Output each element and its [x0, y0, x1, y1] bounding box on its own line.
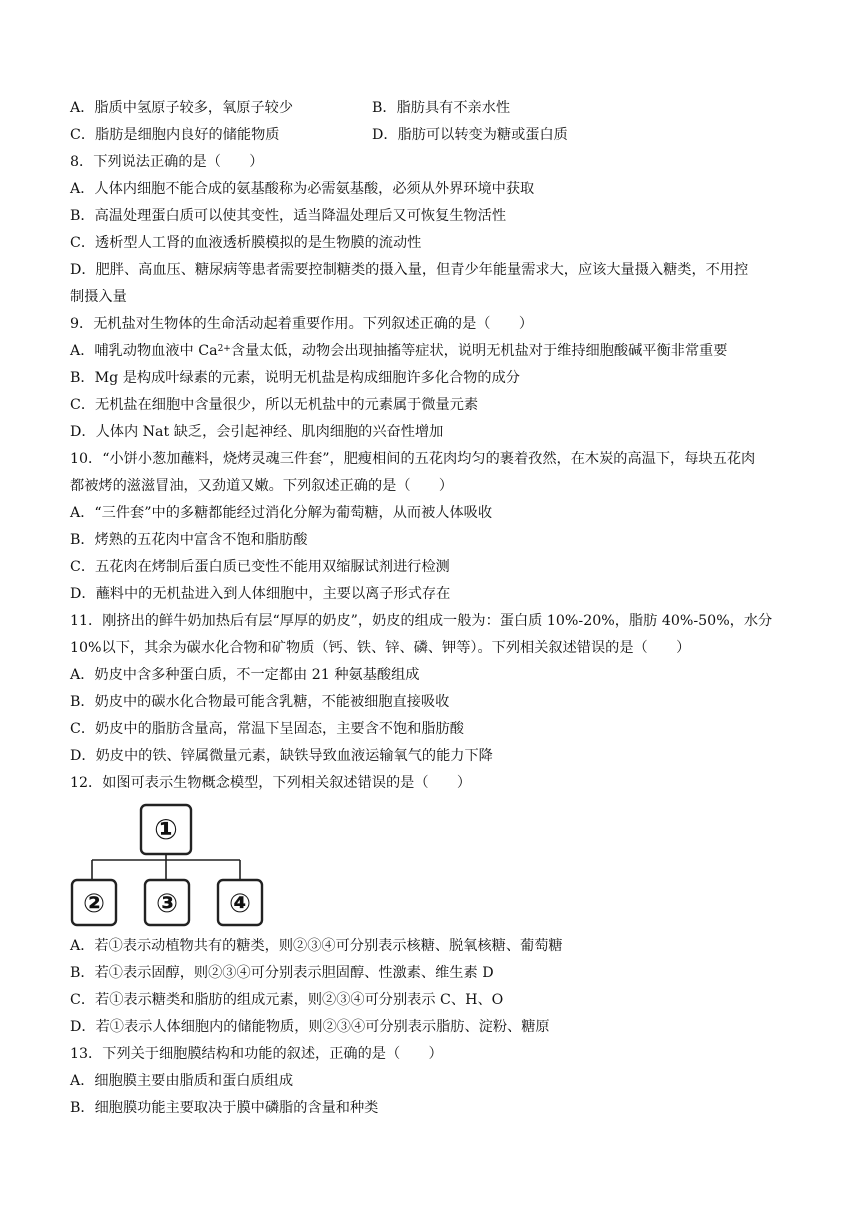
q11-option-d: D．奶皮中的铁、锌属微量元素，缺铁导致血液运输氧气的能力下降 — [70, 748, 493, 764]
q11-stem-line1: 11．刚挤出的鲜牛奶加热后有层“厚厚的奶皮”，奶皮的组成一般为：蛋白质 10%-20%，脂肪 40%-50%，水分 — [70, 613, 773, 629]
q9-option-a — [70, 341, 727, 361]
q12-stem: 12．如图可表示生物概念模型，下列相关叙述错误的是（ ） — [70, 775, 472, 791]
q7-option-d: D．脂肪可以转变为糖或蛋白质 — [372, 127, 568, 143]
diagram-label-right: ④ — [228, 889, 252, 919]
q8-option-a: A．人体内细胞不能合成的氨基酸称为必需氨基酸，必须从外界环境中获取 — [70, 181, 535, 197]
q12-option-a: A．若①表示动植物共有的糖类，则②③④可分别表示核糖、脱氧核糖、葡萄糖 — [70, 938, 563, 954]
q8-option-b: B．高温处理蛋白质可以使其变性，适当降温处理后又可恢复生物活性 — [70, 208, 507, 224]
q9-option-c: C．无机盐在细胞中含量很少，所以无机盐中的元素属于微量元素 — [70, 397, 479, 413]
q12-option-c: C．若①表示糖类和脂肪的组成元素，则②③④可分别表示 C、H、O — [70, 992, 504, 1008]
diagram-label-left: ② — [82, 889, 106, 919]
q11-option-c: C．奶皮中的脂肪含量高，常温下呈固态，主要含不饱和脂肪酸 — [70, 721, 464, 737]
q8-option-c: C．透析型人工肾的血液透析膜模拟的是生物膜的流动性 — [70, 235, 422, 251]
q11-option-b: B．奶皮中的碳水化合物最可能含乳糖，不能被细胞直接吸收 — [70, 694, 450, 710]
q8-stem: 8．下列说法正确的是（ ） — [70, 154, 264, 170]
diagram-label-top: ① — [154, 813, 178, 846]
q11-option-a: A．奶皮中含多种蛋白质，不一定都由 21 种氨基酸组成 — [70, 667, 420, 683]
q10-stem-line2: 都被烤的滋滋冒油，又劲道又嫩。下列叙述正确的是（ ） — [70, 478, 454, 494]
q9-option-b: B．Mg 是构成叶绿素的元素，说明无机盐是构成细胞许多化合物的成分 — [70, 370, 520, 386]
q7-option-a: A．脂质中氢原子较多，氧原子较少 — [70, 100, 294, 116]
q7-option-c: C．脂肪是细胞内良好的储能物质 — [70, 127, 280, 143]
q8-option-d-line2: 制摄入量 — [70, 289, 127, 305]
q13-option-b: B．细胞膜功能主要取决于膜中磷脂的含量和种类 — [70, 1100, 379, 1116]
q10-stem-line1: 10．“小饼小葱加蘸料，烧烤灵魂三件套”，肥瘦相间的五花肉均匀的裹着孜然，在木炭的高温下，每块五花肉 — [70, 451, 756, 467]
q10-option-c: C．五花肉在烤制后蛋白质已变性不能用双缩脲试剂进行检测 — [70, 559, 450, 575]
concept-model-diagram — [70, 802, 270, 932]
q13-option-a: A．细胞膜主要由脂质和蛋白质组成 — [70, 1073, 294, 1089]
q9-option-a-pre: A．哺乳动物血液中 Ca — [70, 343, 218, 359]
q10-option-d: D．蘸料中的无机盐进入到人体细胞中，主要以离子形式存在 — [70, 586, 451, 602]
q9-stem: 9．无机盐对生物体的生命活动起着重要作用。下列叙述正确的是（ ） — [70, 316, 534, 332]
q9-option-a-superscript: 2+ — [217, 344, 231, 354]
q12-option-b: B．若①表示固醇，则②③④可分别表示胆固醇、性激素、维生素 D — [70, 965, 494, 981]
q11-stem-line2: 10%以下，其余为碳水化合物和矿物质（钙、铁、锌、磷、钾等）。下列相关叙述错误的是（ ） — [70, 640, 691, 656]
q9-option-d: D．人体内 Nat 缺乏，会引起神经、肌肉细胞的兴奋性增加 — [70, 424, 444, 440]
q12-option-d: D．若①表示人体细胞内的储能物质，则②③④可分别表示脂肪、淀粉、糖原 — [70, 1019, 550, 1035]
q10-option-b: B．烤熟的五花肉中富含不饱和脂肪酸 — [70, 532, 308, 548]
q13-stem: 13．下列关于细胞膜结构和功能的叙述，正确的是（ ） — [70, 1046, 443, 1062]
q9-option-a-post: 含量太低，动物会出现抽搐等症状，说明无机盐对于维持细胞酸碱平衡非常重要 — [230, 343, 728, 359]
q7-option-b: B．脂肪具有不亲水性 — [372, 100, 511, 116]
q10-option-a: A．“三件套”中的多糖都能经过消化分解为葡萄糖，从而被人体吸收 — [70, 505, 493, 521]
diagram-label-middle: ③ — [155, 889, 179, 919]
q8-option-d-line1: D．肥胖、高血压、糖尿病等患者需要控制糖类的摄入量，但青少年能量需求大，应该大量摄入糖类，不用控 — [70, 262, 749, 278]
